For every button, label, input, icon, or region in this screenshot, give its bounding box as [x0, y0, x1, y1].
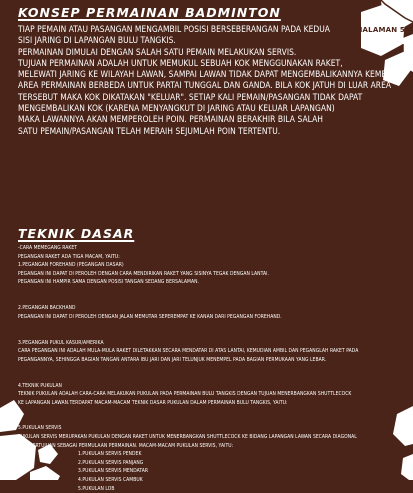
- concept-line: TIAP PEMAIN ATAU PASANGAN MENGAMBIL POSISI BERSEBERANGAN PADA KEDUA: [18, 24, 330, 34]
- technique-line: PEGANGAN INI DAPAT DI PEROLEH DENGAN CARA MENDIRIKAN RAKET YANG SISINYA TEGAK DENGAN LANTAI.: [18, 270, 269, 277]
- spacer: [18, 296, 404, 305]
- spacer: [18, 407, 404, 416]
- concept-line: MELEWATI JARING KE WILAYAH LAWAN, SAMPAI LAWAN TIDAK DAPAT MENGEMBALIKANNYA KEMBALI.: [18, 69, 401, 80]
- section-title-konsep-permainan: KONSEP PERMAINAN BADMINTON: [18, 5, 281, 20]
- technique-line: 5.PUKULAN SERVIS: [18, 425, 62, 432]
- serve-list-item: 3.PUKULAN SERVIS MENDATAR: [78, 468, 149, 475]
- technique-line: 4.TEKNIK PUKULAN: [18, 382, 62, 389]
- technique-line: PEGANGAN RAKET ADA TIGA MACAM, YAITU:: [18, 253, 120, 260]
- concept-line: MAKA LAWANNYA AKAN MEMPEROLEH POIN. PERMAINAN BERAKHIR BILA SALAH: [18, 114, 324, 125]
- serve-list-item: 1.PUKULAN SERVIS PENDEK: [78, 451, 142, 458]
- section-title-teknik-dasar: TEKNIK DASAR: [18, 226, 135, 241]
- spacer: [18, 287, 404, 296]
- serve-list-item: 2.PUKULAN SERVIS PANJANG: [78, 459, 144, 466]
- technique-line: 3.PEGANGAN PUKUL KASUR/AMERIKA: [18, 339, 104, 346]
- page-number-label: HALAMAN 5: [356, 26, 405, 34]
- concept-paragraph: [18, 24, 401, 137]
- technique-line: KE LAPANGAN LAWAN.TERDAPAT MACAM-MACAM TEKNIK DASAR PUKULAN DALAM PERMAINAN BULU TANGKIS, YAITU:: [18, 399, 288, 406]
- serve-list-item: 4.PUKULAN SERVIS CAMBUK: [78, 477, 143, 484]
- technique-line: PEGANGAN INI DAPAT DI PEROLEH DENGAN JALAN MEMUTAR SEPEREMPAT KE KANAN DARI PEGANGAN FOREHAND.: [18, 313, 282, 320]
- technique-body: [18, 244, 404, 493]
- technique-line: PUKULAN SERVIS MERUPAKAN PUKULAN DENGAN RAKET UNTUK MENERBANGKAN SHUTTLECOCK KE BIDANG LAPANGAN LAWAN SECARA DIAGONAL: [18, 434, 357, 441]
- spacer: [18, 416, 404, 425]
- technique-line: DAN BERTUJUAN SEBAGAI PERMULAAN PERMAINAN. MACAM-MACAM PUKULAN SERVIS, YAITU:: [18, 442, 234, 449]
- concept-line: MENGEMBALIKAN KOK (KARENA MENYANGKUT DI JARING ATAU KELUAR LAPANGAN): [18, 103, 335, 114]
- technique-line: CARA PEGANGAN INI ADALAH MULA-MULA RAKET DILETAKKAN SECARA MENDATAR DI ATAS LANTAI, KEMUDIAN AMBIL DAN PEGANGLAH RAKET PADA: [18, 348, 359, 355]
- concept-line: AREA PERMAINAN BERBEDA UNTUK PARTAI TUNGGAL DAN GANDA. BILA KOK JATUH DI LUAR AREA: [18, 80, 392, 91]
- technique-line: -CARA MEMEGANG RAKET: [18, 245, 78, 251]
- spacer: [18, 321, 404, 330]
- technique-line: 1.PEGANGAN FOREHAND (PEGANGAN DASAR): [18, 262, 124, 269]
- concept-line: SATU PEMAIN/PASANGAN TELAH MERAIH SEJUMLAH POIN TERTENTU.: [18, 125, 281, 136]
- technique-line: PEGANGANNYA, SEHINGGA BAGIAN TANGAN ANTARA IBU JARI DAN JARI TELUNJUK MENEMPEL PADA BAGIAN PERMUKAAN YANG LEBAR.: [18, 356, 327, 363]
- spacer: [18, 373, 404, 382]
- concept-line: TUJUAN PERMAINAN ADALAH UNTUK MEMUKUL SEBUAH KOK MENGGUNAKAN RAKET,: [18, 57, 343, 68]
- technique-line: PEGANGAN INI HAMPIR SAMA DENGAN POSISI TANGAN SEDANG BERSALAMAN.: [18, 279, 200, 286]
- concept-line: TERSEBUT MAKA KOK DIKATAKAN "KELUAR". SETIAP KALI PEMAIN/PASANGAN TIDAK DAPAT: [18, 91, 363, 102]
- serve-list-item: 5.PUKULAN LOB: [78, 485, 115, 492]
- concept-line: PERMAINAN DIMULAI DENGAN SALAH SATU PEMAIN MELAKUKAN SERVIS.: [18, 46, 297, 57]
- spacer: [18, 364, 404, 373]
- technique-line: 2.PEGANGAN BACKHAND: [18, 305, 76, 312]
- spacer: [18, 330, 404, 339]
- technique-line: TEKNIK PUKULAN ADALAH CARA-CARA MELAKUKAN PUKULAN PADA PERMAINAN BULU TANGKIS DENGAN TUJUAN MENERBANGKAN SHUTTLECOCK: [18, 391, 352, 398]
- concept-line: SISI JARING DI LAPANGAN BULU TANGKIS.: [18, 35, 176, 46]
